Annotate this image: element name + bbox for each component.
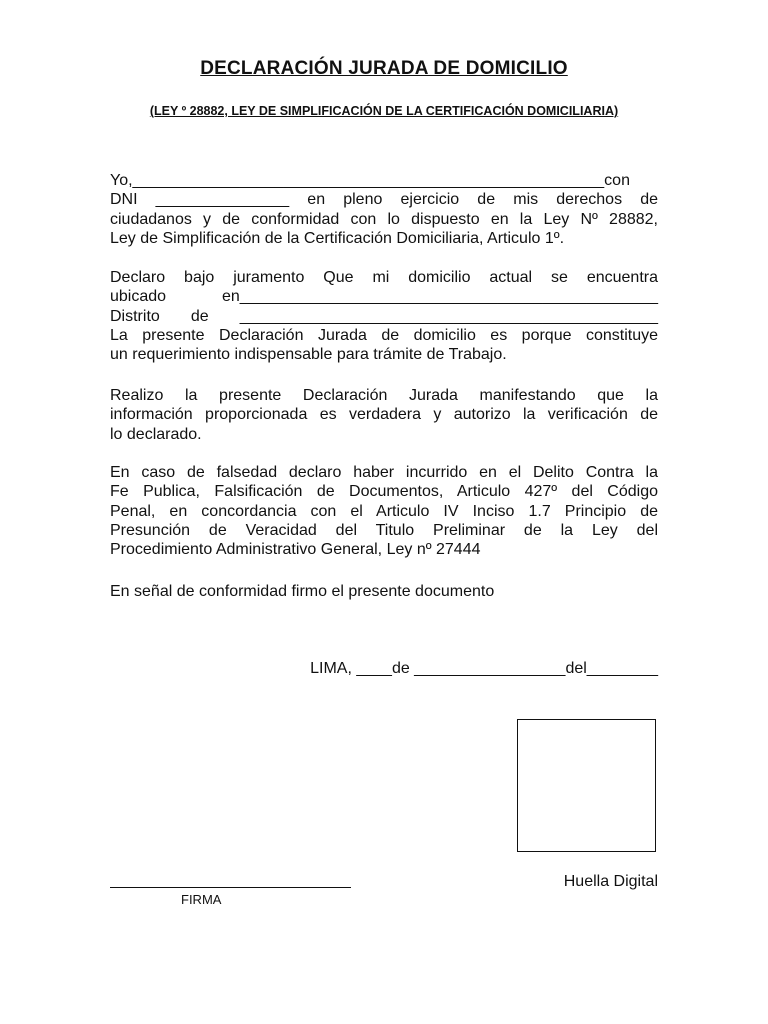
paragraph-line: Distrito de _______________________________________________ xyxy=(110,307,658,325)
paragraph-line: ubicado en_______________________________________________ xyxy=(110,288,658,306)
paragraph-line: Declaro bajo juramento Que mi domicilio actual se encuentra xyxy=(110,269,658,286)
paragraph-domicile xyxy=(110,268,658,364)
paragraph-line: Yo,_____________________________________________________con xyxy=(110,172,630,189)
document-subtitle: (LEY º 28882, LEY DE SIMPLIFICACIÓN DE LA CERTIFICACIÓN DOMICILIARIA) xyxy=(149,104,619,118)
paragraph-line: Realizo la presente Declaración Jurada manifestando que la xyxy=(110,387,658,404)
fingerprint-box xyxy=(517,719,656,852)
paragraph-line: Fe Publica, Falsificación de Documentos, Articulo 427º del Código xyxy=(110,483,658,501)
paragraph-line: información proporcionada es verdadera y autorizo la verificación de xyxy=(110,406,658,424)
paragraph-line: En caso de falsedad declaro haber incurrido en el Delito Contra la xyxy=(110,464,658,481)
paragraph-line: un requerimiento indispensable para trámite de Trabajo. xyxy=(110,346,507,364)
paragraph-line: Presunción de Veracidad del Titulo Preliminar de la Ley del xyxy=(110,521,658,539)
paragraph-declaration xyxy=(110,386,658,444)
paragraph-line: Procedimiento Administrativo General, Ley nº 27444 xyxy=(110,541,481,559)
paragraph-line: ciudadanos y de conformidad con lo dispuesto en la Ley Nº 28882, xyxy=(110,210,658,228)
date-line: LIMA, ____de _________________del________ xyxy=(310,660,658,677)
paragraph-line: La presente Declaración Jurada de domicilio es porque constituye xyxy=(110,326,658,344)
paragraph-conformity: En señal de conformidad firmo el presente documento xyxy=(110,583,495,600)
signature-line xyxy=(110,887,351,888)
document-title: DECLARACIÓN JURADA DE DOMICILIO xyxy=(200,58,568,79)
paragraph-line: Ley de Simplificación de la Certificación Domiciliaria, Articulo 1º. xyxy=(110,229,565,247)
paragraph-line: Penal, en concordancia con el Articulo IV Inciso 1.7 Principio de xyxy=(110,502,658,520)
fingerprint-label: Huella Digital xyxy=(563,873,658,890)
paragraph-falsehood xyxy=(110,463,658,559)
paragraph-line: lo declarado. xyxy=(110,425,202,443)
paragraph-line: DNI _______________ en pleno ejercicio de mis derechos de xyxy=(110,191,658,209)
paragraph-identity xyxy=(110,171,658,248)
signature-label: FIRMA xyxy=(181,892,222,907)
